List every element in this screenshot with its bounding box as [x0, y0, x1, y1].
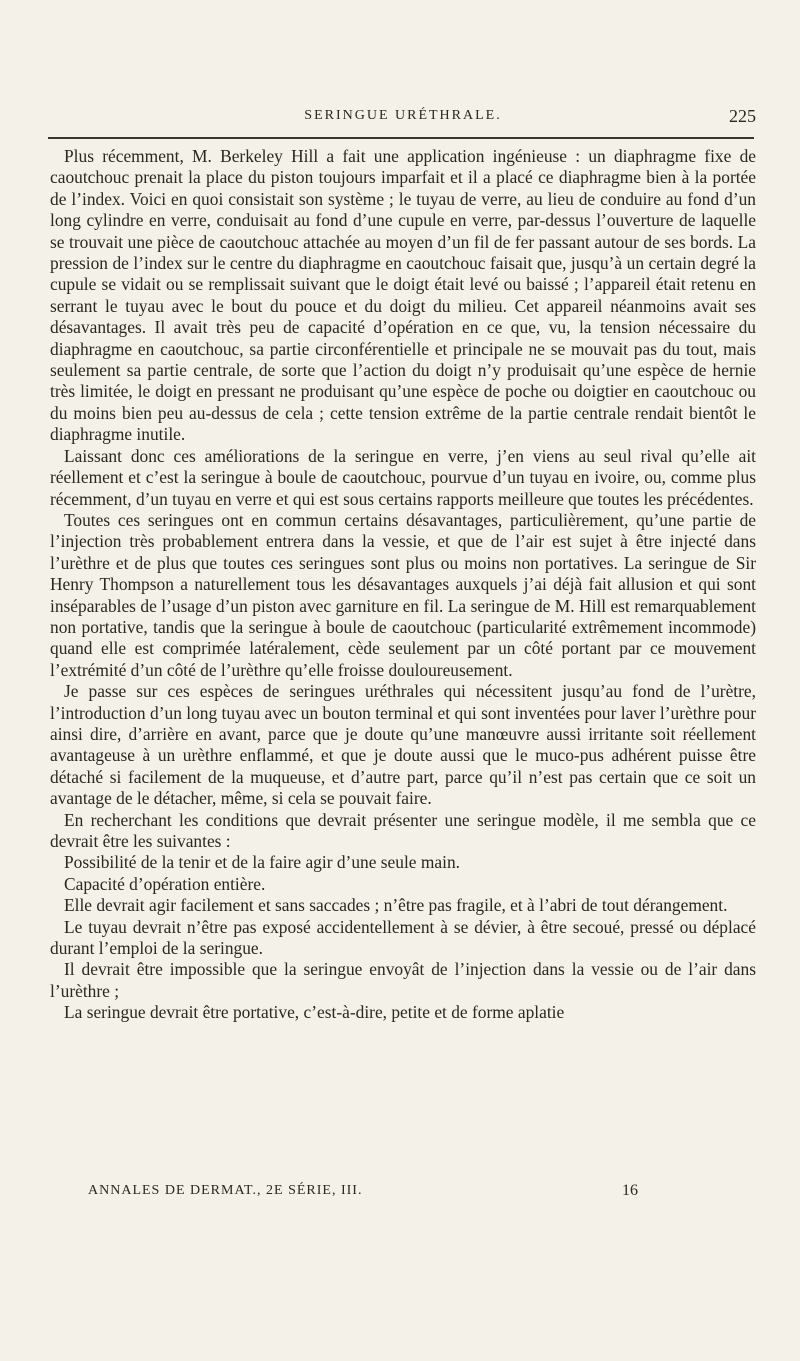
- paragraph: Plus récemment, M. Berkeley Hill a fait une application ingénieuse : un diaphragme fixe de caoutchouc prenait la place du piston toujours imparfait et il a placé ce diaphragme bien à la portée de l’index. Voici en quoi consistait son système ; le tuyau de verre, au lieu de conduire au fond d’un long cylindre en verre, conduisait au fond d’une cupule en verre, par-dessus l’ouverture de laquelle se trouvait une pièce de caoutchouc attachée au moyen d’un fil de fer passant autour de ses bords. La pression de l’index sur le centre du diaphragme en caoutchouc faisait que, jusqu’à un certain degré la cupule se vidait ou se remplissait suivant que le doigt était levé ou baissé ; l’appareil était retenu en serrant le tuyau avec le bout du pouce et du doigt du milieu. Cet appareil néanmoins avait ses désavantages. Il avait très peu de capacité d’opération en ce que, vu, la tension nécessaire du diaphragme en caoutchouc, sa partie circonférentielle et principale ne se mouvait pas du tout, mais seulement sa partie centrale, de sorte que l’action du doigt n’y produisait qu’une espèce de hernie très limitée, le doigt en pressant ne produisant qu’une espèce de poche ou doigtier en caoutchouc ou du moins bien peu au-dessus de cela ; cette tension extrême de la partie centrale rendait bientôt le diaphragme inutile.: [50, 146, 756, 445]
- page-footer: [88, 1180, 638, 1202]
- paragraph: Toutes ces seringues ont en commun certains désavantages, particulièrement, qu’une partie de l’injection très probablement entrera dans la vessie, et que de l’air est sujet à être injecté dans l’urèthre et de plus que toutes ces seringues sont plus ou moins non portatives. La seringue de Sir Henry Thompson a naturellement tous les désavantages auxquels j’ai déjà fait allusion et qui sont inséparables de l’usage d’un piston avec garniture en fil. La seringue de M. Hill est remarquablement non portative, tandis que la seringue à boule de caoutchouc (particularité extrêmement incommode) quand elle est comprimée latéralement, cède seulement par un côté portant par ce mouvement l’extrémité d’un côté de l’urèthre qu’elle froisse douloureusement.: [50, 509, 756, 680]
- running-head: [50, 104, 756, 128]
- paragraph: La seringue devrait être portative, c’est-à-dire, petite et de forme aplatie: [64, 1002, 565, 1023]
- running-title: SERINGUE URÉTHRALE.: [304, 108, 502, 123]
- paragraph: Elle devrait agir facilement et sans saccades ; n’être pas fragile, et à l’abri de tout dérangement.: [64, 895, 728, 916]
- paragraph: Capacité d’opération entière.: [64, 873, 266, 894]
- paragraph: Le tuyau devrait n’être pas exposé accidentellement à se dévier, à être secoué, pressé ou déplacé durant l’emploi de la seringue.: [50, 916, 756, 959]
- paragraph: En recherchant les conditions que devrait présenter une seringue modèle, il me sembla que ce devrait être les suivantes :: [50, 809, 756, 851]
- body-text: [50, 146, 756, 1024]
- journal-reference: ANNALES DE DERMAT., 2E SÉRIE, III.: [88, 1183, 363, 1198]
- paragraph: Laissant donc ces améliorations de la seringue en verre, j’en viens au seul rival qu’elle ait réellement et c’est la seringue à boule de caoutchouc, pourvue d’un tuyau en ivoire, ou, comme plus récemment, d’un tuyau en verre et qui est sous certains rapports meilleure que toutes les précédentes.: [50, 445, 756, 509]
- paragraph: Je passe sur ces espèces de seringues uréthrales qui nécessitent jusqu’au fond de l’urètre, l’introduction d’un long tuyau avec un bouton terminal et qui sont inventées pour laver l’urèthre pour ainsi dire, d’arrière en avant, parce que je doute qu’une manœuvre aussi irritante soit réellement avantageuse à un urèthre enflammé, et que je doute aussi que le muco-pus adhérent puisse être détaché si facilement de la muqueuse, et d’autre part, parce qu’il n’est pas certain que ce soit un avantage de le détacher, même, si cela se pouvait faire.: [50, 681, 756, 809]
- signature-number: 16: [622, 1182, 638, 1199]
- paragraph: Il devrait être impossible que la seringue envoyât de l’injection dans la vessie ou de l’air dans l’urèthre ;: [50, 959, 756, 1001]
- page-number: 225: [729, 106, 756, 126]
- paragraph: Possibilité de la tenir et de la faire agir d’une seule main.: [64, 852, 460, 873]
- header-rule: [48, 137, 754, 139]
